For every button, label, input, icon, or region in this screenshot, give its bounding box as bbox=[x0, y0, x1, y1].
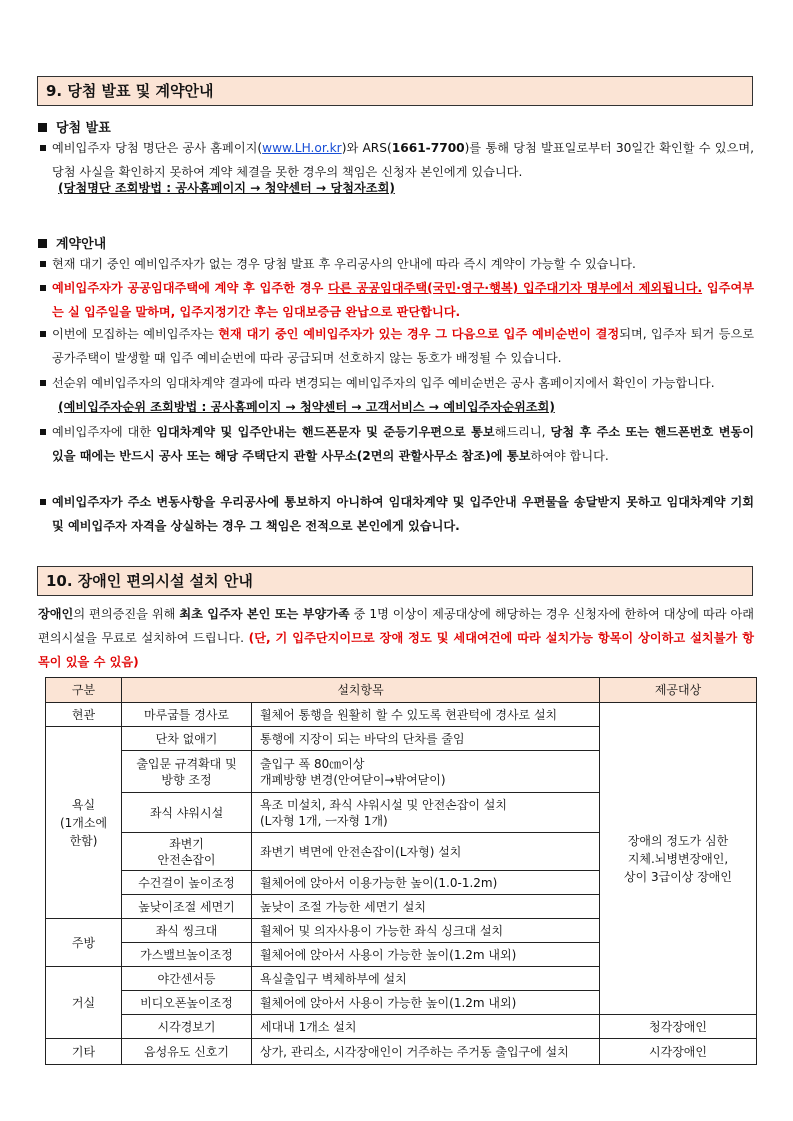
desc-cell: 휠체어 및 의자사용이 가능한 좌식 싱크대 설치 bbox=[252, 919, 600, 943]
item-cell: 높낮이조절 세면기 bbox=[122, 895, 252, 919]
header-category: 구분 bbox=[46, 678, 122, 703]
group-other: 기타 bbox=[46, 1039, 122, 1065]
desc-cell: 욕조 미설치, 좌식 샤워시설 및 안전손잡이 설치 (L자형 1개, ㅡ자형 1개) bbox=[252, 793, 600, 833]
item-cell: 가스밸브높이조정 bbox=[122, 943, 252, 967]
square-bullet-icon bbox=[38, 123, 47, 132]
contract-bullet-5 bbox=[38, 420, 754, 468]
text: 하여야 합니다. bbox=[530, 449, 609, 463]
square-bullet-icon bbox=[38, 239, 47, 248]
text: )와 ARS( bbox=[341, 141, 392, 155]
table-row bbox=[46, 1039, 757, 1065]
contract-bullet-3 bbox=[38, 322, 754, 370]
announce-heading bbox=[38, 117, 111, 136]
desc-cell: 휠체어에 앉아서 사용이 가능한 높이(1.2m 내외) bbox=[252, 943, 600, 967]
text: 되며, 입주자 퇴거 등으로 공가주택이 발생할 때 입주 예비순번에 따라 공급되며 선호하지 않는 동호가 배정될 수 있습니다. bbox=[52, 327, 754, 365]
target-visual: 시각장애인 bbox=[600, 1039, 757, 1065]
text: 이번에 모집하는 예비입주자는 bbox=[52, 327, 219, 341]
text: 예비입주자에 대한 bbox=[52, 425, 157, 439]
contract-bullet-6: 예비입주자가 주소 변동사항을 우리공사에 통보하지 아니하여 임대차계약 및 입주안내 우편물을 송달받지 못하고 임대차계약 기회 및 예비입주자 자격을 상실하는 경우 그 책임은 전적으로 본인에게 있습니다. bbox=[38, 490, 754, 538]
contract-bullet-4: 선순위 예비입주자의 임대차계약 결과에 따라 변경되는 예비입주자의 입주 예비순번은 공사 홈페이지에서 확인이 가능합니다. bbox=[38, 371, 754, 395]
text: 현재 대기 중인 예비입주자가 있는 경우 그 다음으로 입주 예비순번이 결정 bbox=[218, 327, 620, 341]
winner-lookup-note bbox=[58, 177, 395, 199]
text: 예비입주자가 공공임대주택에 계약 후 입주한 경우 bbox=[52, 281, 329, 295]
contract-bullet-2 bbox=[38, 276, 754, 324]
target-hearing: 청각장애인 bbox=[600, 1015, 757, 1039]
text: 의 편의증진을 위해 bbox=[73, 607, 180, 621]
group-entrance: 현관 bbox=[46, 703, 122, 727]
ars-number: 1661-7700 bbox=[391, 141, 465, 155]
desc-cell: 세대내 1개소 설치 bbox=[252, 1015, 600, 1039]
section-9-title: 9. 당첨 발표 및 계약안내 bbox=[37, 76, 753, 106]
item-cell: 좌변기 안전손잡이 bbox=[122, 833, 252, 871]
item-cell: 수건걸이 높이조정 bbox=[122, 871, 252, 895]
header-target: 제공대상 bbox=[600, 678, 757, 703]
text: 임대차계약 및 입주안내는 핸드폰문자 및 준등기우편으로 통보 bbox=[156, 425, 495, 439]
desc-cell: 통행에 지장이 되는 바닥의 단차를 줄임 bbox=[252, 727, 600, 751]
text: 입주여부는 실 입주일을 말하며, 입주지정기간 후는 임대보증금 완납으로 판단합니다. bbox=[52, 281, 755, 319]
item-cell: 마루굽틀 경사로 bbox=[122, 703, 252, 727]
desc-cell: 상가, 관리소, 시각장애인이 거주하는 주거동 출입구에 설치 bbox=[252, 1039, 600, 1065]
text: )를 통해 당첨 발표일로부터 30일간 확인할 수 있으며, 당첨 사실을 확인하지 못하여 계약 체결을 못한 경우의 책임은 신청자 본인에게 있습니다. bbox=[52, 141, 755, 179]
item-cell: 좌식 씽크대 bbox=[122, 919, 252, 943]
text: 예비입주자 당첨 명단은 공사 홈페이지( bbox=[52, 141, 263, 155]
section-10-intro bbox=[38, 602, 754, 674]
item-cell: 좌식 샤워시설 bbox=[122, 793, 252, 833]
item-cell: 야간센서등 bbox=[122, 967, 252, 991]
item-cell: 출입문 규격확대 및 방향 조정 bbox=[122, 751, 252, 793]
lh-website-link[interactable]: www.LH.or.kr bbox=[262, 141, 342, 155]
group-living-room: 거실 bbox=[46, 967, 122, 1039]
rank-lookup-text: (예비입주자순위 조회방법 : 공사홈페이지 → 청약센터 → 고객서비스 → 예비입주자순위조회) bbox=[58, 400, 555, 414]
facility-table bbox=[45, 677, 757, 1065]
desc-cell: 휠체어 통행을 원활히 할 수 있도록 현관턱에 경사로 설치 bbox=[252, 703, 600, 727]
item-cell: 시각경보기 bbox=[122, 1015, 252, 1039]
text: 최초 입주자 본인 또는 부양가족 bbox=[179, 607, 350, 621]
contract-bullet-1: 현재 대기 중인 예비입주자가 없는 경우 당첨 발표 후 우리공사의 안내에 따라 즉시 계약이 가능할 수 있습니다. bbox=[38, 252, 754, 276]
table-header-row bbox=[46, 678, 757, 703]
text: 중 1명 이상이 제공대상에 해당하는 경우 신청자에 한하여 대상에 따라 아래 편의시설을 무료로 설치하여 드립니다. bbox=[38, 607, 755, 645]
text: 다른 공공임대주택(국민·영구·행복) 입주대기자 명부에서 제외됩니다. bbox=[328, 281, 703, 295]
group-kitchen: 주방 bbox=[46, 919, 122, 967]
item-cell: 음성유도 신호기 bbox=[122, 1039, 252, 1065]
desc-cell: 욕실출입구 벽체하부에 설치 bbox=[252, 967, 600, 991]
desc-cell: 휠체어에 앉아서 사용이 가능한 높이(1.2m 내외) bbox=[252, 991, 600, 1015]
header-items: 설치항목 bbox=[122, 678, 600, 703]
desc-cell: 휠체어에 앉아서 이용가능한 높이(1.0-1.2m) bbox=[252, 871, 600, 895]
text: 해드리니, bbox=[494, 425, 551, 439]
item-cell: 비디오폰높이조정 bbox=[122, 991, 252, 1015]
desc-cell: 높낮이 조절 가능한 세면기 설치 bbox=[252, 895, 600, 919]
contract-heading-text: 계약안내 bbox=[56, 237, 107, 252]
desc-cell: 출입구 폭 80㎝이상 개폐방향 변경(안여닫이→밖여닫이) bbox=[252, 751, 600, 793]
group-bathroom: 욕실 (1개소에 한함) bbox=[46, 727, 122, 919]
contract-heading bbox=[38, 233, 106, 252]
item-cell: 단차 없애기 bbox=[122, 727, 252, 751]
table-row bbox=[46, 703, 757, 727]
text: 장애인 bbox=[38, 607, 74, 621]
rank-lookup-note bbox=[58, 396, 555, 418]
table-row bbox=[46, 1015, 757, 1039]
text: (단, 기 입주단지이므로 장애 정도 및 세대여건에 따라 설치가능 항목이 상이하고 설치불가 항목이 있을 수 있음) bbox=[38, 631, 754, 669]
desc-cell: 좌변기 벽면에 안전손잡이(L자형) 설치 bbox=[252, 833, 600, 871]
target-main: 장애의 정도가 심한 지체.뇌병변장애인, 상이 3급이상 장애인 bbox=[600, 703, 757, 1015]
announce-heading-text: 당첨 발표 bbox=[56, 121, 111, 136]
text: 당첨 후 주소 또는 핸드폰번호 변동이 있을 때에는 반드시 공사 또는 해당 주택단지 관할 사무소(2면의 관할사무소 참조)에 통보 bbox=[52, 425, 755, 463]
section-10-title: 10. 장애인 편의시설 설치 안내 bbox=[37, 566, 753, 596]
winner-lookup-text: (당첨명단 조회방법 : 공사홈페이지 → 청약센터 → 당첨자조회) bbox=[58, 181, 395, 195]
